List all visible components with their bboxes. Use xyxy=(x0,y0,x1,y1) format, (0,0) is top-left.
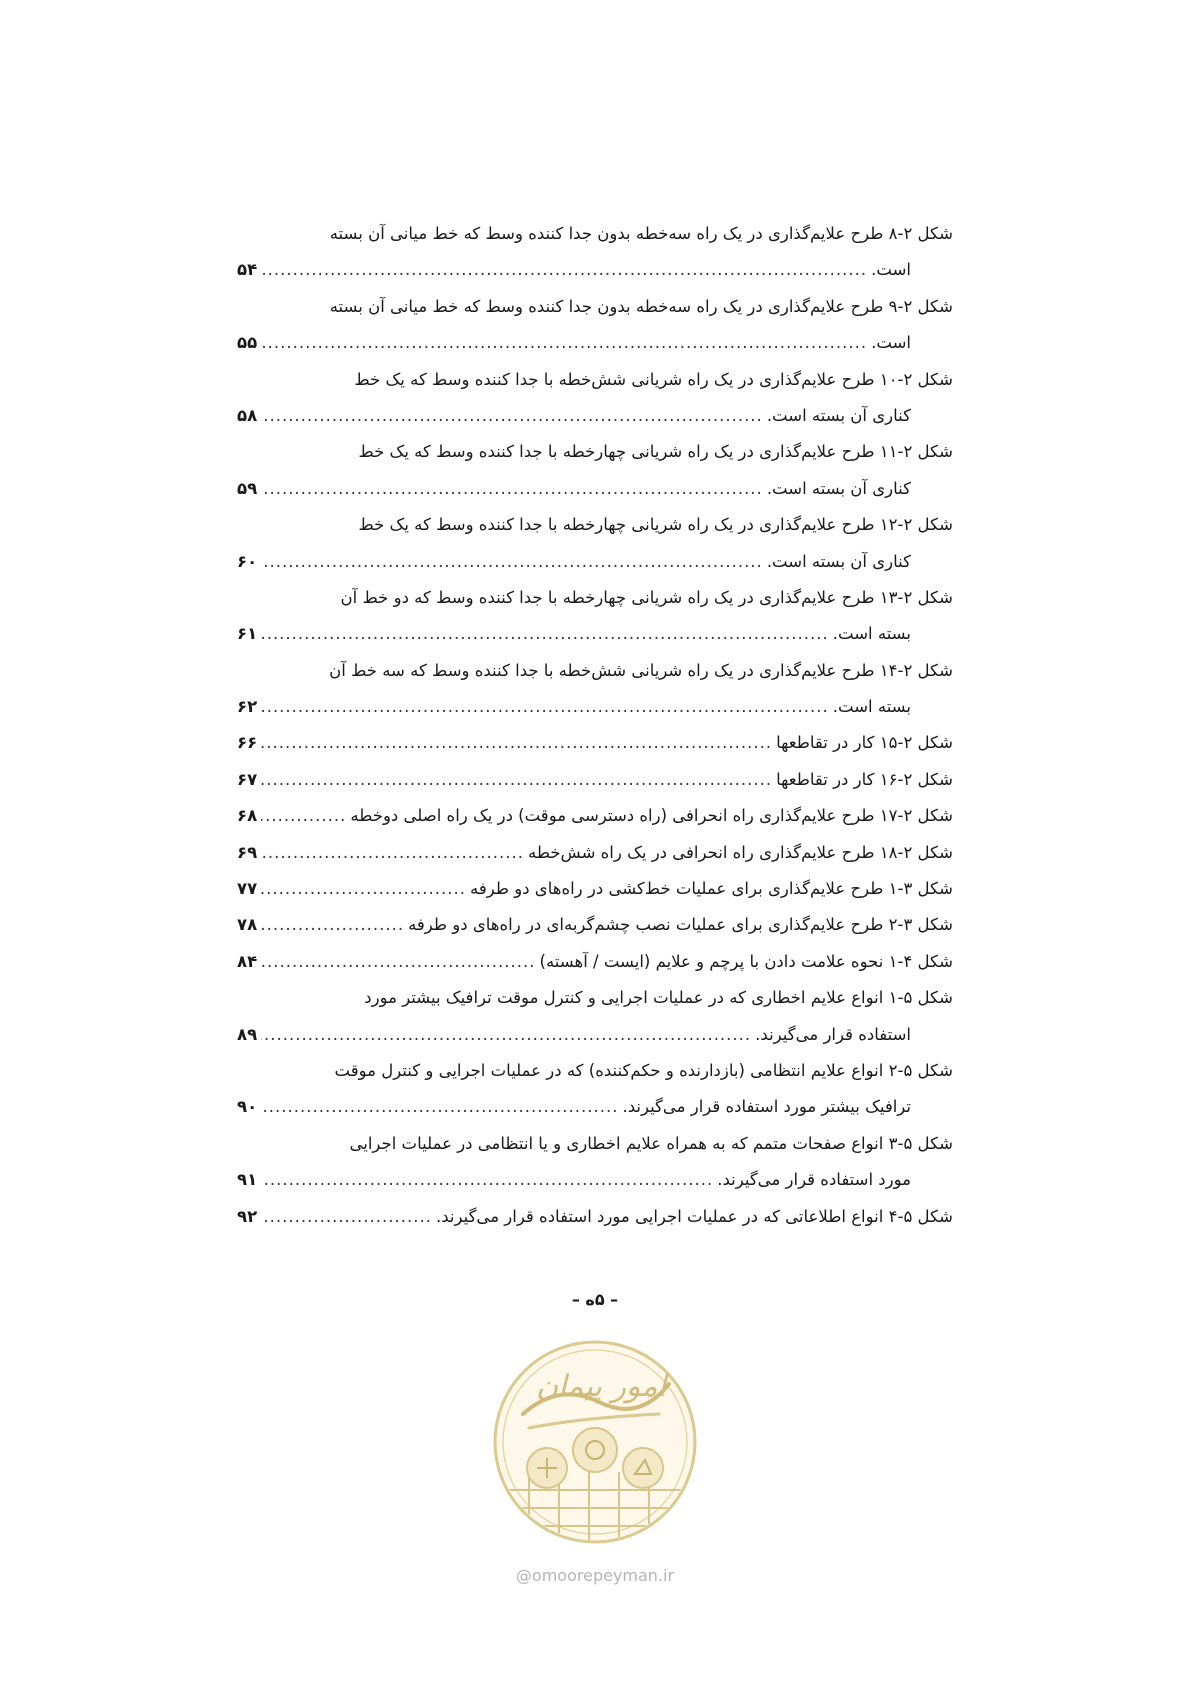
dot-leader xyxy=(261,325,867,361)
toc-entry-last-line xyxy=(237,398,953,434)
toc-page-number: ۶۶ xyxy=(237,733,258,753)
toc-entry-text: استفاده قرار می‌گیرند. xyxy=(755,1024,911,1044)
toc-page-number: ۶۰ xyxy=(237,551,258,571)
toc-entry[interactable] xyxy=(237,434,953,507)
toc-entry-last-line xyxy=(237,325,953,361)
toc-entry-text: شکل ۲-۱۱ طرح علایم‌گذاری در یک راه شریانی چهارخطه با جدا کننده وسط که یک خط xyxy=(358,442,953,462)
toc-entry-last-line xyxy=(237,762,953,798)
toc-entry-last-line xyxy=(237,616,953,652)
dot-leader xyxy=(261,252,867,288)
dot-leader xyxy=(261,798,346,834)
toc-entry-line xyxy=(237,653,953,689)
toc-entry-last-line xyxy=(237,252,953,288)
toc-page-number: ۵۴ xyxy=(237,260,258,280)
toc-entry-text: بسته است. xyxy=(832,697,911,717)
toc-entry-text: شکل ۵-۱ انواع علایم اخطاری که در عملیات اجرایی و کنترل موقت ترافیک بیشتر مورد xyxy=(364,988,953,1008)
toc-entry[interactable] xyxy=(237,762,953,798)
toc-page-number: ۶۹ xyxy=(237,842,258,862)
toc-entry-last-line xyxy=(237,471,953,507)
dot-leader xyxy=(261,1089,618,1125)
toc-entry-text: شکل ۳-۲ طرح علایم‌گذاری برای عملیات نصب چشم‌گربه‌ای در راه‌های دو طرفه xyxy=(408,915,953,935)
dot-leader xyxy=(261,689,829,725)
toc-entry-text: شکل ۲-۸ طرح علایم‌گذاری در یک راه سه‌خطه بدون جدا کننده وسط که خط میانی آن بسته xyxy=(329,224,953,243)
toc-entry-text: شکل ۳-۱ طرح علایم‌گذاری برای عملیات خط‌کشی در راه‌های دو طرفه xyxy=(470,879,953,899)
toc-entry[interactable] xyxy=(237,580,953,653)
toc-entry-text: شکل ۲-۱۴ طرح علایم‌گذاری در یک راه شریانی شش‌خطه با جدا کننده وسط که سه خط آن xyxy=(329,660,953,680)
toc-entry-last-line xyxy=(237,798,953,834)
toc-entry[interactable] xyxy=(237,216,953,289)
toc-entry-last-line xyxy=(237,871,953,907)
toc-entry-text: است. xyxy=(871,333,911,353)
toc-entry-last-line xyxy=(237,725,953,761)
logo-text: امور پیمان xyxy=(536,1369,666,1404)
toc-entry[interactable] xyxy=(237,798,953,834)
toc-entry-last-line xyxy=(237,944,953,980)
toc-entry[interactable] xyxy=(237,725,953,761)
toc-entry-last-line xyxy=(237,1089,953,1125)
toc-entry-last-line xyxy=(237,835,953,871)
toc-entry-text: شکل ۲-۱۸ طرح علایم‌گذاری راه انحرافی در یک راه شش‌خطه xyxy=(527,842,953,862)
toc-entry-last-line xyxy=(237,1017,953,1053)
dot-leader xyxy=(261,544,763,580)
toc-page-number: ۶۲ xyxy=(237,697,258,717)
toc-entry-line xyxy=(237,362,953,398)
dot-leader xyxy=(261,1017,751,1053)
dot-leader xyxy=(261,471,763,507)
toc-entry-text: شکل ۵-۲ انواع علایم انتظامی (بازدارنده و حکم‌کننده) که در عملیات اجرایی و کنترل موقت xyxy=(334,1060,953,1080)
toc-entry[interactable] xyxy=(237,871,953,907)
toc-entry[interactable] xyxy=(237,835,953,871)
toc-entry-last-line xyxy=(237,1199,953,1235)
toc-entry[interactable] xyxy=(237,289,953,362)
toc-entry-last-line xyxy=(237,907,953,943)
dot-leader xyxy=(261,1162,713,1198)
toc-entry-text: شکل ۲-۱۵ کار در تقاطعها xyxy=(776,733,953,753)
toc-entry-text: کناری آن بسته است. xyxy=(766,551,911,571)
toc-entry[interactable] xyxy=(237,944,953,980)
dot-leader xyxy=(261,725,772,761)
toc-entry-text: شکل ۲-۱۳ طرح علایم‌گذاری در یک راه شریانی چهارخطه با جدا کننده وسط که دو خط آن xyxy=(340,587,953,607)
toc-entry[interactable] xyxy=(237,1199,953,1235)
toc-entry-text: مورد استفاده قرار می‌گیرند. xyxy=(717,1170,911,1190)
toc-page-number: ۵۹ xyxy=(237,478,258,498)
dot-leader xyxy=(261,835,524,871)
toc-entry[interactable] xyxy=(237,362,953,435)
toc-entry-text: شکل ۲-۹ طرح علایم‌گذاری در یک راه سه‌خطه بدون جدا کننده وسط که خط میانی آن بسته xyxy=(329,296,953,316)
toc-entry[interactable] xyxy=(237,507,953,580)
toc-page-number: ۷۷ xyxy=(237,879,258,899)
toc-entry-text: شکل ۲-۱۶ کار در تقاطعها xyxy=(776,769,953,789)
toc-entry-last-line xyxy=(237,689,953,725)
toc-entry-text: شکل ۲-۱۲ طرح علایم‌گذاری در یک راه شریانی چهارخطه با جدا کننده وسط که یک خط xyxy=(358,515,953,535)
dot-leader xyxy=(261,907,404,943)
toc-page-number: ۹۱ xyxy=(237,1170,258,1190)
toc-entry[interactable] xyxy=(237,1126,953,1199)
toc-entry-line xyxy=(237,580,953,616)
dot-leader xyxy=(261,616,829,652)
toc-entry-line xyxy=(237,1053,953,1089)
toc-entry-text: شکل ۲-۱۰ طرح علایم‌گذاری در یک راه شریانی شش‌خطه با جدا کننده وسط که یک خط xyxy=(354,369,953,389)
figure-list xyxy=(237,216,953,1235)
toc-entry-text: ترافیک بیشتر مورد استفاده قرار می‌گیرند. xyxy=(622,1097,911,1117)
toc-entry-text: بسته است. xyxy=(832,624,911,644)
toc-page-number: ۵۸ xyxy=(237,405,258,425)
toc-entry-line xyxy=(237,216,953,252)
toc-entry-text: کناری آن بسته است. xyxy=(766,405,911,425)
toc-entry-line xyxy=(237,507,953,543)
website-watermark: @omoorepeyman.ir xyxy=(515,1566,675,1585)
toc-entry[interactable] xyxy=(237,980,953,1053)
toc-entry-line xyxy=(237,289,953,325)
toc-page-number: ۶۷ xyxy=(237,769,258,789)
toc-page-number: ۵۵ xyxy=(237,333,258,353)
toc-entry-text: کناری آن بسته است. xyxy=(766,478,911,498)
toc-entry-text: شکل ۲-۱۷ طرح علایم‌گذاری راه انحرافی (راه دسترسی موقت) در یک راه اصلی دوخطه xyxy=(350,806,953,826)
toc-page-number: ۶۸ xyxy=(237,806,258,826)
toc-entry-line xyxy=(237,434,953,470)
toc-entry[interactable] xyxy=(237,1053,953,1126)
toc-page-number: ۸۹ xyxy=(237,1024,258,1044)
toc-entry-line xyxy=(237,1126,953,1162)
toc-entry-line xyxy=(237,980,953,1016)
page-number: – ۵ه – xyxy=(571,1290,619,1309)
toc-page-number: ۸۴ xyxy=(237,951,258,971)
toc-page-number: ۷۸ xyxy=(237,915,258,935)
dot-leader xyxy=(261,944,535,980)
toc-entry-text: شکل ۵-۴ انواع اطلاعاتی که در عملیات اجرایی مورد استفاده قرار می‌گیرند. xyxy=(436,1206,953,1226)
toc-page-number: ۹۲ xyxy=(237,1206,258,1226)
toc-entry-text: است. xyxy=(871,260,911,280)
toc-entry[interactable] xyxy=(237,907,953,943)
toc-entry-last-line xyxy=(237,544,953,580)
toc-page-number: ۶۱ xyxy=(237,624,258,644)
logo-seal-icon xyxy=(489,1322,702,1562)
toc-entry-text: شکل ۴-۱ نحوه علامت دادن با پرچم و علایم (ایست / آهسته) xyxy=(539,951,953,971)
toc-page-number: ۹۰ xyxy=(237,1097,258,1117)
toc-entry-last-line xyxy=(237,1162,953,1198)
dot-leader xyxy=(261,762,772,798)
toc-entry[interactable] xyxy=(237,653,953,726)
dot-leader xyxy=(261,1199,432,1235)
dot-leader xyxy=(261,398,763,434)
toc-entry-text: شکل ۵-۳ انواع صفحات متمم که به همراه علایم اخطاری و یا انتظامی در عملیات اجرایی xyxy=(349,1133,953,1153)
dot-leader xyxy=(261,871,466,907)
